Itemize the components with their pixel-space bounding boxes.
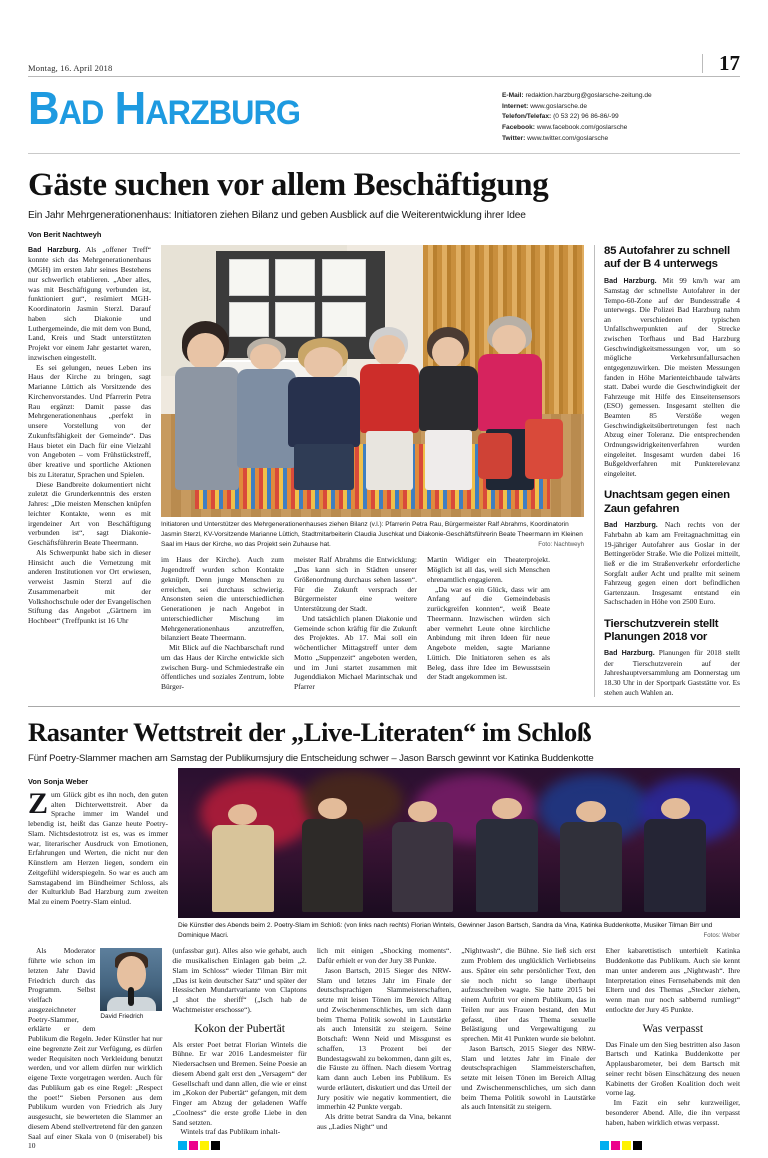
logo-arzburg: ARZBURG bbox=[145, 93, 301, 132]
masthead bbox=[28, 81, 740, 144]
article2-divider bbox=[28, 706, 740, 707]
article1-column-4 bbox=[427, 555, 550, 692]
mug-caption: David Friedrich bbox=[100, 1013, 144, 1021]
dateline: Bad Harzburg. bbox=[604, 649, 655, 658]
topbar-divider bbox=[28, 76, 740, 77]
article2-column-1-cont bbox=[28, 946, 162, 1151]
article1-photo-credit: Foto: Nachtweyh bbox=[538, 541, 584, 549]
article1-column-3 bbox=[294, 555, 417, 692]
paragraph: Bad Harzburg. Mit 99 km/h war am Samstag der schnellste Autofahrer in der Tempo-60-Zone auf der Bundesstraße 4 unterwegs. Die Polizei Bad Harzburg nahm an verschiedenen typischen Unfallschwerpunkten auf der Strecke zwischen Torfhaus und Bad Harzburg Geschwindigkeitsmessungen vor, um so mögliche Verkehrsunfallursachen entgegenzuwirken. Die meisten Messungen fanden in Höhe Marienteichbaude talwärts statt. Dabei wurde die Geschwindigkeit der Fahrzeuge mit Hilfe des Einseitensensors (ESO) gemessen. Insgesamt stellten die Beamten 85 Verstöße wegen Geschwindigkeitsübertretungen fest nach Abzug einer Toleranz. Die entsprechenden Ordnungswidrigkeitenverfahren wurden eingeleitet. Insgesamt wurden dabei 16 Bußgeldverfahren mit Punkterelevanz eingeleitet. bbox=[604, 275, 740, 478]
photo-scene bbox=[161, 245, 584, 517]
article1-photo bbox=[161, 245, 584, 517]
article2-subheading-kokon: Kokon der Pubertät bbox=[194, 1021, 286, 1035]
paragraph: Martin Widiger ein Theaterprojekt. Möglich ist all das, weil sich Menschen ehrenamtlich engagieren. bbox=[427, 555, 550, 584]
reg-mark-cyan bbox=[178, 1141, 187, 1150]
paragraph: Bad Harzburg. Als „offener Treff“ konnte sich das Mehrgenerationenhaus (MGH) im ersten Jahr seines Bestehens nur schwerlich etablieren. „Aber alles, was mit Beschäftigung verbunden ist, funktioniert gut“, resümiert MGH-Koordinatorin Jasmin Sterzl. Darauf haben sich Diakonie und Luthergemeinde, die mit dem von Bund, Land, Kreis und Stadt unterstützten Projekt vor einem Jahr gestartet waren, inzwischen eingestellt. bbox=[28, 245, 151, 362]
right-rail bbox=[594, 245, 740, 697]
paragraph: Mit Blick auf die Nachbarschaft rund um das Haus der Kirche entwickle sich zwischen Burg- und Schmiedestraße ein öffentliches und soziales Zentrum, lobte Bürger- bbox=[161, 643, 284, 692]
paragraph: Bad Harzburg. Planungen für 2018 stellt der Tierschutzverein auf der Jahreshauptversammlung am Donnerstag um 18.30 Uhr in der Sportpark Gaststätte vor. Es stehen auch Wahlen an. bbox=[604, 648, 740, 697]
reg-mark-magenta bbox=[611, 1141, 620, 1150]
reg-mark-yellow bbox=[200, 1141, 209, 1150]
paragraph: Bad Harzburg. Nach rechts von der Fahrbahn ab kam am Freitagnachmittag ein 19-jähriger Autofahrer aus Goslar in der Bettingeröder Straße. Wie die Polizei mitteilt, ließ er die im Straßenverkehr erforderliche Sorgfalt außer Acht und prallte mit seinem Fahrzeug gegen einen dort befindlichen Gartenzaun. Insgesamt entstand ein Sachschaden in Höhe von 2500 Euro. bbox=[604, 519, 740, 607]
paragraph: Eher kabarettistisch unterhielt Katinka Buddenkotte das Publikum. Auch sie kennt man unter anderem aus „Nightwash“. Ihre Interpretation eines Fernsehabends mit den Eltern und des Themas „Stecker ziehen, wenn man nur noch sabbernd rumliegt“ entlockte der Jury 45 Punkte. bbox=[605, 946, 741, 1014]
paragraph: Wintels traf das Publikum inhalt- bbox=[180, 1127, 281, 1137]
reg-mark-yellow bbox=[622, 1141, 631, 1150]
contact-block bbox=[502, 85, 740, 144]
contact-email: E-Mail: redaktion.harzburg@goslarsche-zeitung.de bbox=[502, 91, 652, 99]
paragraph: Es sei gelungen, neues Leben ins Haus der Kirche zu bringen, sagt Marianne Lüttich als Vorsitzende des Kirchenvorstandes. Und Pfarrerin Petra Rau ergänzt: Damit passe das Mehrgenerationenhaus „perfekt in unsere Vorstellung von der Zukunftsfähigkeit der Gemeinde“. Das Haus bietet ein Dach für eine Vielzahl von Angeboten – vom Frühstückstreff, über kreative und sportliche Aktionen bis zu Literatur, Sprachen und Spielen. bbox=[28, 362, 151, 479]
paragraph: Diese Bandbreite dokumentiert nicht zuletzt die Grunderkenntnis des ersten Jahres: „Die meisten Menschen knüpfen leichter Kontakte, wenn es mit irgendeiner Art von Beschäftigung verbunden ist“, sagt Diakonie-Geschäftsführerin Beate Theermann. bbox=[28, 479, 151, 548]
paragraph: Das Finale um den Sieg bestritten also Jason Bartsch und Katinka Buddenkotte per Applausbarometer, bei dem Bartsch mit seiner recht bösen Einschätzung des neuen Kabinetts der Großen Koalition doch weit vorne lag. bbox=[605, 1039, 741, 1098]
paragraph: Und tatsächlich planen Diakonie und Gemeinde schon kräftig für die Zukunft des Projektes. Ab 17. Mai soll ein wöchentlicher Mittagstreff unter dem Motto „Suppenzeit“ angeboten werden, und im Juni startet zusammen mit Jugenddiakon Michael Marintschak und Pfarrer bbox=[294, 613, 417, 692]
article2-byline: Von Sonja Weber bbox=[28, 776, 89, 786]
rail-body-1 bbox=[604, 276, 740, 479]
contact-facebook: Facebook: www.facebook.com/goslarsche bbox=[502, 123, 628, 131]
article2-column-4 bbox=[461, 946, 595, 1151]
logo-h: H bbox=[114, 81, 146, 134]
reg-mark-magenta bbox=[189, 1141, 198, 1150]
article1-photo-block bbox=[161, 245, 584, 697]
article2-subhead: Fünf Poetry-Slammer machen am Samstag der Publikumsjury die Entscheidung schwer – Jason Barsch gewinnt vor Katinka Buddenkotte bbox=[28, 752, 594, 764]
registration-marks-right bbox=[600, 1141, 642, 1150]
article2-photo-caption: Die Künstler des Abends beim 2. Poetry-Slam im Schloß: (von links nach rechts) Florian Wintels, Gewinner Jason Bartsch, Sandra da Vina, Katinka Buddenkotte, Musiker Tilman Birr und Dominique Macri. Fotos: Weber bbox=[178, 921, 740, 940]
contact-phone: Telefon/Telefax: (0 53 22) 96 86-86/-99 bbox=[502, 113, 619, 121]
reg-mark-black bbox=[633, 1141, 642, 1150]
paragraph: Jason Bartsch, 2015 Sieger des NRW-Slam und letztes Jahr im Finale der deutschsprachigen Slammeisterschaften, setzte mit leisen Tönen im Bereich Alltag und Zwischenmenschliches, um sich dann beim Thema Politik sowohl in Lautstärke als auch Intensität zu steigern. Seine Botschaft: Wenn Neid und Missgunst es schaffen, 13 Prozent bei der Bundestagswahl zu bekommen, dann gilt es, die Fäuste zu öffnen. Nach diesem Vortrag kam dann auch Leben ins Publikum. Es wurde erläutert, diskutiert und das Urteil der Jury positiv wie negativ kommentiert, die immerhin 42 Punkte vergab. bbox=[316, 965, 452, 1112]
article2-subheading-verpasst: Was verpasst bbox=[642, 1021, 704, 1035]
paragraph: „Nightwash“, die Bühne. Sie ließ sich erst zum Problem des unglücklich Verliebtseins aus. Später ein sehr persönlicher Text, den sie noch nicht so lange überhaupt aufzuschreiben wagte. Sie hatte 2015 bei einem Auftritt vor einem Publikum, das in Teilen nur aus Frauen bestand, den Mut gefasst, über das Thema sexuelle Belästigung und Vergewaltigung zu sprechen. Mit 41 Punkten wurde sie belohnt. bbox=[461, 946, 596, 1044]
paragraph: lich mit einigen „Shocking moments“. Dafür erhielt er von der Jury 38 Punkte. bbox=[316, 946, 452, 966]
reg-mark-cyan bbox=[600, 1141, 609, 1150]
page-number: 17 bbox=[702, 54, 740, 73]
david-friedrich-photo bbox=[100, 948, 162, 1011]
article1-byline: Von Berit Nachtweyh bbox=[28, 230, 102, 240]
publication-date: Montag, 16. April 2018 bbox=[28, 62, 113, 73]
paragraph: Jason Bartsch, 2015 Sieger des NRW-Slam und letztes Jahr im Finale der deutschsprachigen Slammeisterschaften, setzte mit leisen Tönen im Bereich Alltag und Zwischenmenschliches, um sich dann beim Thema Politik sowohl in Lautstärke als auch Intensität zu steigern. bbox=[461, 1043, 596, 1112]
article2-photo-credit: Fotos: Weber bbox=[703, 932, 740, 940]
article2-headline: Rasanter Wettstreit der „Live-Literaten“ im Schloß bbox=[28, 717, 592, 748]
rail-body-2 bbox=[604, 520, 740, 607]
article2-column-1 bbox=[28, 768, 168, 941]
dateline: Bad Harzburg. bbox=[604, 276, 657, 285]
rail-headline-3: Tierschutzverein stellt Planungen 2018 vor bbox=[604, 618, 719, 644]
logo-ad: AD bbox=[58, 93, 104, 132]
paragraph: Als Moderator führte wie schon im letzten Jahr David Friedrich durch das Programm. Selbst vielfach ausgezeichneter Poetry-Slammer, erklärte er dem Publikum die Regeln. Jeder Künstler hat nur eine begrenzte Zeit zur Verfügung, es dürfen weder Requisiten noch Verkleidung benutzt werden, und vor allem dürfen nur wirklich eigene Texte vorgetragen werden. Auch für das Publikum gab es eine Regel: „Respect the poet!“ Sieben Personen aus dem Publikum wurden von Friedrich als Jury ausgesucht, sie bewerteten die Slammer an diesem Abend stellvertretend für den ganzen Saal auf einer Skala von 0 (miserabel) bis 10 bbox=[28, 946, 163, 1151]
paragraph: Im Fazit ein sehr kurzweiliger, besonderer Abend. Alle, die ihn verpasst haben, haben wirklich etwas verpasst. bbox=[605, 1098, 741, 1127]
page-topbar bbox=[28, 0, 740, 73]
article1-column-2 bbox=[161, 555, 284, 692]
registration-marks-left bbox=[178, 1141, 220, 1150]
contact-twitter: Twitter: www.twitter.com/goslarsche bbox=[502, 134, 609, 142]
article1-body-grid bbox=[28, 245, 740, 697]
paragraph: (unfassbar gut). Alles also wie gehabt, auch die musikalischen Einlagen gab beim „2. Slam im Schloss“ wieder Tilman Birr mit „Das ist kein deutscher Satz“ und später der Hessischen Mundartvariante von Claptons „I shot the sheriff“ („Isch hab de Wachtmeister erschosse“). bbox=[172, 946, 307, 1014]
dateline: Bad Harzburg. bbox=[604, 520, 658, 529]
article1-photo-caption: Initiatoren und Unterstützer des Mehrgenerationenhauses ziehen Bilanz (v.l.): Pfarrerin Petra Rau, Bürgermeister Ralf Abrahms, Koordinatorin Jasmin Sterzl, KV-Vorsitzende Marianne Lüttich, Stadtmitarbeiterin Claudia Juschkat und Diakonie-Geschäftsführerin Beate Theermann im Kleinen Saal im Haus der Kirche, wo das Projekt sein Zuhause hat. Foto: Nachtweyh bbox=[161, 521, 584, 549]
paragraph: Zum Glück gibt es ihn noch, den guten alten Dichterwettstreit. Aber da Sprache immer im Wandel und lebendig ist, heißt das Ganze heute Poetry-Slam. Nichtsdestotrotz ist es, was es immer war, literarischer Ausdruck von Emotionen, Erfahrungen und Werten, die nicht nur den Künstlern am Herzen liegen, sondern ein Zeitgefühl widerspiegeln. So war es auch am Samstagabend im Bündheimer Schloss, als der Kulturklub Bad Harzburg zum zweiten Mal zu einem Poetry-Slam einlud. bbox=[28, 786, 168, 907]
article2-column-3 bbox=[317, 946, 451, 1151]
article1-subhead: Ein Jahr Mehrgenerationenhaus: Initiatoren ziehen Bilanz und geben Ausblick auf die Weiterentwicklung ihrer Idee bbox=[28, 210, 526, 222]
article2-photo bbox=[178, 768, 740, 918]
article2-photo-block bbox=[178, 768, 740, 941]
paragraph: „Da war es ein Glück, dass wir am Anfang auf die Gemeindebasis zurückgreifen konnten“, weiß Beate Theermann. Inzwischen würden sich aber vermehrt Leute ohne kirchliche Anbindung mit ihren Ideen für neue Angebote melden, sagte Marianne Lüttich. Die Initiatoren sehen es als Beleg, dass ihre Idee im Bewusstsein der Stadt angekommen ist. bbox=[427, 584, 550, 682]
mug-shot-block bbox=[100, 948, 162, 1021]
article2-column-2 bbox=[172, 946, 306, 1151]
article2-top-grid bbox=[28, 768, 740, 941]
paragraph: meister Ralf Abrahms die Entwicklung: „Das kann sich in Städten unserer Größenordnung durchaus sehen lassen“. Für die Zukunft versprach der Bürgermeister eine weitere Unterstützung der Stadt. bbox=[294, 555, 417, 614]
article1-column-1 bbox=[28, 245, 151, 697]
paragraph: im Haus der Kirche). Auch zum Jugendtreff wurden schon Kontakte geknüpft. Denn junge Menschen zu erreichen, sei durchaus schwierig. Ansonsten seien die unterschiedlichen Generationen je nach Angebot in unterschiedlicher Mischung im Mehrgenerationenhaus anzutreffen, bilanziert Beate Theermann. bbox=[161, 555, 284, 643]
reg-mark-black bbox=[211, 1141, 220, 1150]
article1-headline: Gäste suchen vor allem Beschäftigung bbox=[28, 167, 549, 204]
rail-body-3 bbox=[604, 648, 740, 697]
dateline: Bad Harzburg. bbox=[28, 246, 81, 255]
rail-headline-1: 85 Autofahrer zu schnell auf der B 4 unterwegs bbox=[604, 245, 730, 271]
paragraph: Als erster Poet betrat Florian Wintels die Bühne. Er war 2016 Landesmeister für Niedersachsen und Bremen. Seine Poesie an diesem Abend galt erst den „Versagern“ der Gesellschaft und dann allen, die wie er einst im „Kokon der Pubertät“ gefangen, mit dem Finger am Abzug der geladenen Waffe „Coolness“ die erste große Liebe in den Sand setzten. bbox=[172, 1039, 307, 1127]
contact-internet: Internet: www.goslarsche.de bbox=[502, 102, 588, 110]
article2-column-5 bbox=[606, 946, 740, 1151]
section-logo bbox=[28, 81, 301, 134]
article2-body-grid bbox=[28, 946, 740, 1151]
paragraph: Als dritte betrat Sandra da Vina, bekannt aus „Ladies Night“ und bbox=[316, 1112, 452, 1131]
logo-b: B bbox=[28, 81, 59, 134]
paragraph: Als Schwerpunkt habe sich in dieser Hinsicht auch die Vernetzung mit anderen Institutionen vor Ort erwiesen, verweist Jasmin Sterzl auf die Zusammenarbeit mit der Volkshochschule oder der Evangelischen Stiftung das Angebot „Gärtnern im Hochbeet“ (Treffpunkt ist 16 Uhr bbox=[28, 547, 151, 626]
rail-headline-2: Unachtsam gegen einen Zaun gefahren bbox=[604, 489, 730, 515]
